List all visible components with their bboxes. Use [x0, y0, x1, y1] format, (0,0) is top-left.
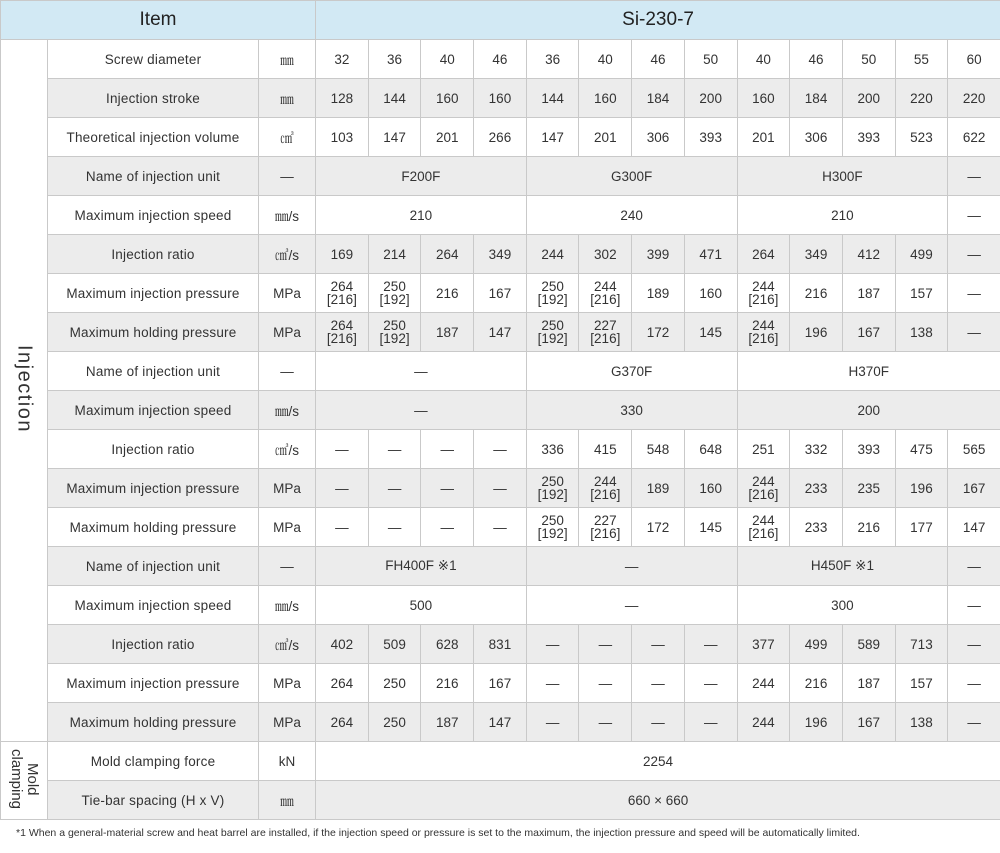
value-cell: 250 [192] [526, 313, 579, 352]
value-cell: 160 [421, 79, 474, 118]
table-row [1, 586, 1000, 625]
row-unit: ㎜/s [259, 196, 316, 235]
row-unit: MPa [259, 703, 316, 742]
value-cell: 214 [368, 235, 421, 274]
value-cell: 349 [474, 235, 527, 274]
value-cell: 240 [526, 196, 737, 235]
row-label: Maximum injection speed [48, 391, 259, 430]
value-cell: — [948, 586, 1000, 625]
table-row [1, 703, 1000, 742]
value-cell: 201 [421, 118, 474, 157]
value-cell: 660 × 660 [316, 781, 1000, 820]
value-cell: 147 [526, 118, 579, 157]
value-cell: 250 [368, 664, 421, 703]
value-cell: 244 [216] [579, 274, 632, 313]
value-cell: 349 [790, 235, 843, 274]
row-unit: ㎜ [259, 79, 316, 118]
value-cell: 471 [684, 235, 737, 274]
value-cell: 306 [790, 118, 843, 157]
value-cell: — [948, 235, 1000, 274]
value-cell: — [368, 508, 421, 547]
value-cell: 628 [421, 625, 474, 664]
row-label: Injection ratio [48, 235, 259, 274]
value-cell: 172 [632, 313, 685, 352]
value-cell: 216 [421, 274, 474, 313]
row-label: Screw diameter [48, 40, 259, 79]
value-cell: — [368, 469, 421, 508]
value-cell: 412 [842, 235, 895, 274]
table-row [1, 781, 1000, 820]
value-cell: 160 [684, 469, 737, 508]
value-cell: 167 [842, 313, 895, 352]
table-row [1, 430, 1000, 469]
value-cell: 264 [737, 235, 790, 274]
value-cell: — [526, 703, 579, 742]
value-cell: 157 [895, 274, 948, 313]
row-unit: MPa [259, 274, 316, 313]
value-cell: H450F ※1 [737, 547, 948, 586]
row-label: Maximum injection pressure [48, 664, 259, 703]
row-unit: — [259, 157, 316, 196]
value-cell: 402 [316, 625, 369, 664]
value-cell: FH400F ※1 [316, 547, 527, 586]
table-row [1, 79, 1000, 118]
value-cell: 2254 [316, 742, 1000, 781]
value-cell: — [684, 625, 737, 664]
value-cell: 210 [316, 196, 527, 235]
row-unit: — [259, 547, 316, 586]
value-cell: 160 [737, 79, 790, 118]
value-cell: 264 [216] [316, 313, 369, 352]
value-cell: — [632, 664, 685, 703]
value-cell: 264 [316, 664, 369, 703]
value-cell: H300F [737, 157, 948, 196]
value-cell: 201 [737, 118, 790, 157]
row-unit: ㎜ [259, 40, 316, 79]
value-cell: 235 [842, 469, 895, 508]
value-cell: — [948, 157, 1000, 196]
value-cell: F200F [316, 157, 527, 196]
table-row [1, 664, 1000, 703]
value-cell: 250 [192] [368, 313, 421, 352]
table-row [1, 40, 1000, 79]
value-cell: 302 [579, 235, 632, 274]
row-unit: ㎤ [259, 118, 316, 157]
value-cell: G370F [526, 352, 737, 391]
table-row [1, 352, 1000, 391]
value-cell: 40 [421, 40, 474, 79]
value-cell: 244 [526, 235, 579, 274]
value-cell: 160 [474, 79, 527, 118]
value-cell: 244 [216] [737, 274, 790, 313]
value-cell: 499 [895, 235, 948, 274]
value-cell: 187 [842, 274, 895, 313]
value-cell: — [579, 664, 632, 703]
value-cell: 145 [684, 313, 737, 352]
row-label: Maximum injection pressure [48, 274, 259, 313]
table-row [1, 235, 1000, 274]
value-cell: — [474, 430, 527, 469]
row-unit: ㎤/s [259, 235, 316, 274]
table-row [1, 118, 1000, 157]
value-cell: 189 [632, 469, 685, 508]
row-label: Mold clamping force [48, 742, 259, 781]
value-cell: 250 [192] [526, 274, 579, 313]
value-cell: 475 [895, 430, 948, 469]
value-cell: — [526, 586, 737, 625]
value-cell: 187 [421, 703, 474, 742]
value-cell: — [316, 469, 369, 508]
value-cell: 138 [895, 703, 948, 742]
value-cell: 32 [316, 40, 369, 79]
value-cell: 250 [192] [526, 508, 579, 547]
row-label: Maximum injection pressure [48, 469, 259, 508]
value-cell: 160 [684, 274, 737, 313]
value-cell: 172 [632, 508, 685, 547]
value-cell: 40 [579, 40, 632, 79]
value-cell: 147 [474, 313, 527, 352]
value-cell: — [421, 469, 474, 508]
value-cell: — [421, 508, 474, 547]
value-cell: 138 [895, 313, 948, 352]
value-cell: 200 [737, 391, 1000, 430]
section-injection [1, 40, 48, 742]
value-cell: 160 [579, 79, 632, 118]
value-cell: 377 [737, 625, 790, 664]
row-unit: MPa [259, 664, 316, 703]
section-mold-clamping [1, 742, 48, 820]
value-cell: 500 [316, 586, 527, 625]
value-cell: — [948, 196, 1000, 235]
value-cell: 128 [316, 79, 369, 118]
value-cell: 167 [474, 664, 527, 703]
value-cell: — [316, 430, 369, 469]
value-cell: 244 [216] [579, 469, 632, 508]
value-cell: — [632, 625, 685, 664]
value-cell: — [526, 625, 579, 664]
value-cell: 169 [316, 235, 369, 274]
value-cell: — [474, 508, 527, 547]
value-cell: 648 [684, 430, 737, 469]
row-label: Maximum injection speed [48, 196, 259, 235]
row-unit: MPa [259, 508, 316, 547]
row-unit: ㎜/s [259, 586, 316, 625]
value-cell: 244 [216] [737, 469, 790, 508]
value-cell: 250 [368, 703, 421, 742]
row-label: Maximum holding pressure [48, 313, 259, 352]
value-cell: 187 [421, 313, 474, 352]
value-cell: 201 [579, 118, 632, 157]
value-cell: — [948, 703, 1000, 742]
value-cell: H370F [737, 352, 1000, 391]
table-row [1, 742, 1000, 781]
value-cell: 622 [948, 118, 1000, 157]
value-cell: — [316, 391, 527, 430]
value-cell: — [948, 274, 1000, 313]
value-cell: — [421, 430, 474, 469]
value-cell: 300 [737, 586, 948, 625]
value-cell: — [948, 547, 1000, 586]
value-cell: 147 [368, 118, 421, 157]
table-row [1, 625, 1000, 664]
value-cell: G300F [526, 157, 737, 196]
value-cell: — [526, 547, 737, 586]
footnote: *1 When a general-material screw and heat barrel are installed, if the injection speed or pressure is set to the maximum, the injection pressure and speed will be automatically limited. [16, 827, 860, 839]
value-cell: 244 [216] [737, 508, 790, 547]
value-cell: 227 [216] [579, 508, 632, 547]
value-cell: 393 [684, 118, 737, 157]
value-cell: 548 [632, 430, 685, 469]
value-cell: 216 [790, 274, 843, 313]
table-row [1, 391, 1000, 430]
value-cell: 393 [842, 118, 895, 157]
row-label: Name of injection unit [48, 157, 259, 196]
row-label: Injection ratio [48, 625, 259, 664]
value-cell: 210 [737, 196, 948, 235]
value-cell: 200 [684, 79, 737, 118]
value-cell: 216 [421, 664, 474, 703]
value-cell: 36 [368, 40, 421, 79]
row-unit: kN [259, 742, 316, 781]
table-row [1, 469, 1000, 508]
value-cell: 196 [790, 313, 843, 352]
value-cell: 144 [368, 79, 421, 118]
value-cell: — [579, 703, 632, 742]
value-cell: 147 [474, 703, 527, 742]
value-cell: 46 [474, 40, 527, 79]
value-cell: 251 [737, 430, 790, 469]
value-cell: — [579, 625, 632, 664]
value-cell: 184 [632, 79, 685, 118]
table-row [1, 196, 1000, 235]
value-cell: 216 [790, 664, 843, 703]
value-cell: 157 [895, 664, 948, 703]
value-cell: 565 [948, 430, 1000, 469]
row-label: Maximum injection speed [48, 586, 259, 625]
table-row [1, 157, 1000, 196]
spec-body [1, 40, 1000, 820]
value-cell: 713 [895, 625, 948, 664]
value-cell: 216 [842, 508, 895, 547]
value-cell: 50 [842, 40, 895, 79]
value-cell: 46 [632, 40, 685, 79]
value-cell: 50 [684, 40, 737, 79]
value-cell: 336 [526, 430, 579, 469]
value-cell: 167 [842, 703, 895, 742]
value-cell: 306 [632, 118, 685, 157]
value-cell: — [948, 625, 1000, 664]
value-cell: — [316, 508, 369, 547]
value-cell: 244 [216] [737, 313, 790, 352]
value-cell: 233 [790, 508, 843, 547]
value-cell: 399 [632, 235, 685, 274]
value-cell: 147 [948, 508, 1000, 547]
value-cell: 250 [192] [526, 469, 579, 508]
value-cell: 103 [316, 118, 369, 157]
item-header: Item [1, 1, 316, 40]
value-cell: 250 [192] [368, 274, 421, 313]
row-label: Name of injection unit [48, 547, 259, 586]
value-cell: — [474, 469, 527, 508]
value-cell: 200 [842, 79, 895, 118]
table-row [1, 547, 1000, 586]
value-cell: 55 [895, 40, 948, 79]
row-unit: ㎤/s [259, 625, 316, 664]
value-cell: 509 [368, 625, 421, 664]
value-cell: — [948, 313, 1000, 352]
value-cell: 244 [737, 664, 790, 703]
value-cell: 589 [842, 625, 895, 664]
value-cell: 233 [790, 469, 843, 508]
section-mold-clamping-label: Mold clamping [8, 748, 41, 810]
value-cell: 46 [790, 40, 843, 79]
value-cell: 177 [895, 508, 948, 547]
value-cell: 393 [842, 430, 895, 469]
header-row [1, 1, 1000, 40]
value-cell: 167 [474, 274, 527, 313]
value-cell: 40 [737, 40, 790, 79]
value-cell: 266 [474, 118, 527, 157]
section-injection-label: Injection [13, 345, 36, 433]
value-cell: 831 [474, 625, 527, 664]
value-cell: 145 [684, 508, 737, 547]
value-cell: 187 [842, 664, 895, 703]
row-label: Tie-bar spacing (H x V) [48, 781, 259, 820]
row-label: Name of injection unit [48, 352, 259, 391]
value-cell: 144 [526, 79, 579, 118]
row-label: Injection stroke [48, 79, 259, 118]
row-unit: ㎜ [259, 781, 316, 820]
value-cell: 332 [790, 430, 843, 469]
value-cell: 196 [790, 703, 843, 742]
row-unit: MPa [259, 469, 316, 508]
value-cell: 196 [895, 469, 948, 508]
value-cell: 523 [895, 118, 948, 157]
model-header: Si-230-7 [316, 1, 1000, 40]
value-cell: 60 [948, 40, 1000, 79]
value-cell: 36 [526, 40, 579, 79]
value-cell: — [368, 430, 421, 469]
row-label: Maximum holding pressure [48, 703, 259, 742]
value-cell: 244 [737, 703, 790, 742]
value-cell: 220 [895, 79, 948, 118]
value-cell: — [684, 703, 737, 742]
value-cell: 184 [790, 79, 843, 118]
value-cell: 167 [948, 469, 1000, 508]
value-cell: — [316, 352, 527, 391]
table-row [1, 508, 1000, 547]
row-unit: ㎜/s [259, 391, 316, 430]
table-row [1, 313, 1000, 352]
value-cell: 264 [421, 235, 474, 274]
value-cell: 264 [316, 703, 369, 742]
table-row [1, 274, 1000, 313]
row-label: Injection ratio [48, 430, 259, 469]
value-cell: 264 [216] [316, 274, 369, 313]
value-cell: — [684, 664, 737, 703]
value-cell: 189 [632, 274, 685, 313]
value-cell: — [632, 703, 685, 742]
row-unit: MPa [259, 313, 316, 352]
value-cell: 227 [216] [579, 313, 632, 352]
value-cell: 415 [579, 430, 632, 469]
value-cell: — [526, 664, 579, 703]
value-cell: 330 [526, 391, 737, 430]
value-cell: — [948, 664, 1000, 703]
value-cell: 220 [948, 79, 1000, 118]
row-unit: ㎤/s [259, 430, 316, 469]
value-cell: 499 [790, 625, 843, 664]
row-label: Theoretical injection volume [48, 118, 259, 157]
row-label: Maximum holding pressure [48, 508, 259, 547]
row-unit: — [259, 352, 316, 391]
